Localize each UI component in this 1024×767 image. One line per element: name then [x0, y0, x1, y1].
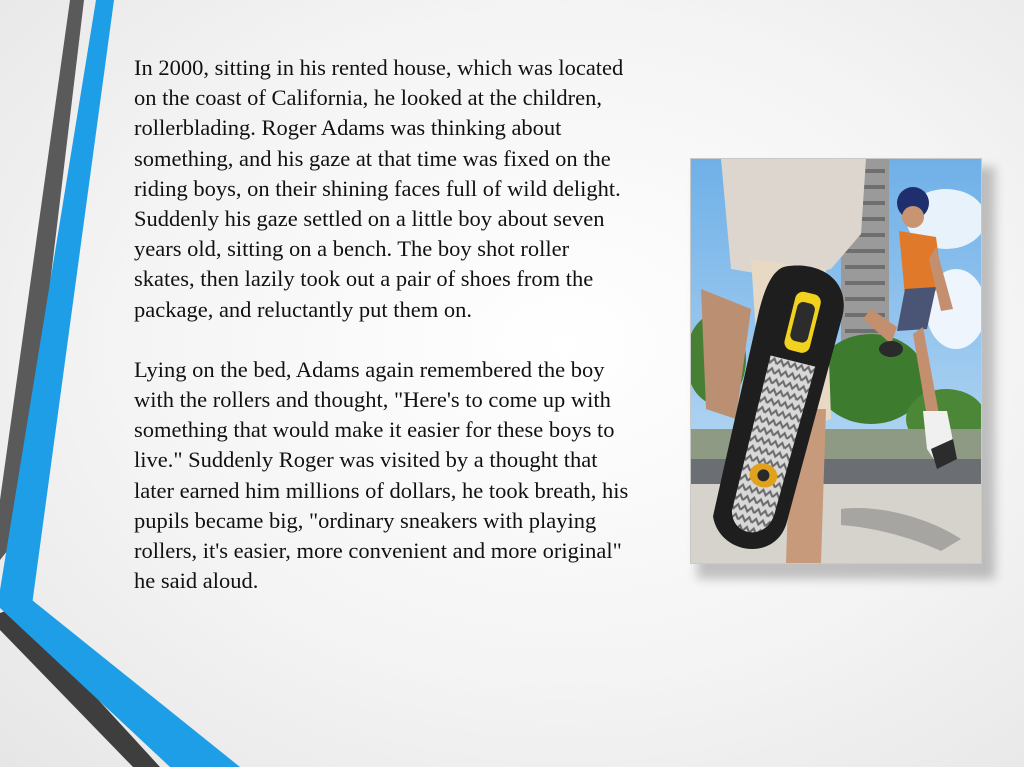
paragraph-1: In 2000, sitting in his rented house, which was located on the coast of California, he looked at the children, rollerblading. Roger Adams was thinking about something, and his gaze at that time was fixed on the riding boys, on their shining faces full of wild delight. Suddenly his gaze settled on a little boy about seven years old, sitting on a bench. The boy shot roller skates, then lazily took out a pair of shoes from the package, and reluctantly put them on.: [134, 55, 624, 322]
body-text: [134, 53, 634, 596]
heelys-photo: [690, 158, 982, 564]
paragraph-2: Lying on the bed, Adams again remembered the boy with the rollers and thought, "Here's to come up with something that would make it easier for these boys to live." Suddenly Roger was visited by a thought that later earned him millions of dollars, he took breath, his pupils became big, "ordinary sneakers with playing rollers, it's easier, more convenient and more original" he said aloud.: [134, 356, 629, 594]
blue-vertical-stripe: [0, 0, 114, 605]
